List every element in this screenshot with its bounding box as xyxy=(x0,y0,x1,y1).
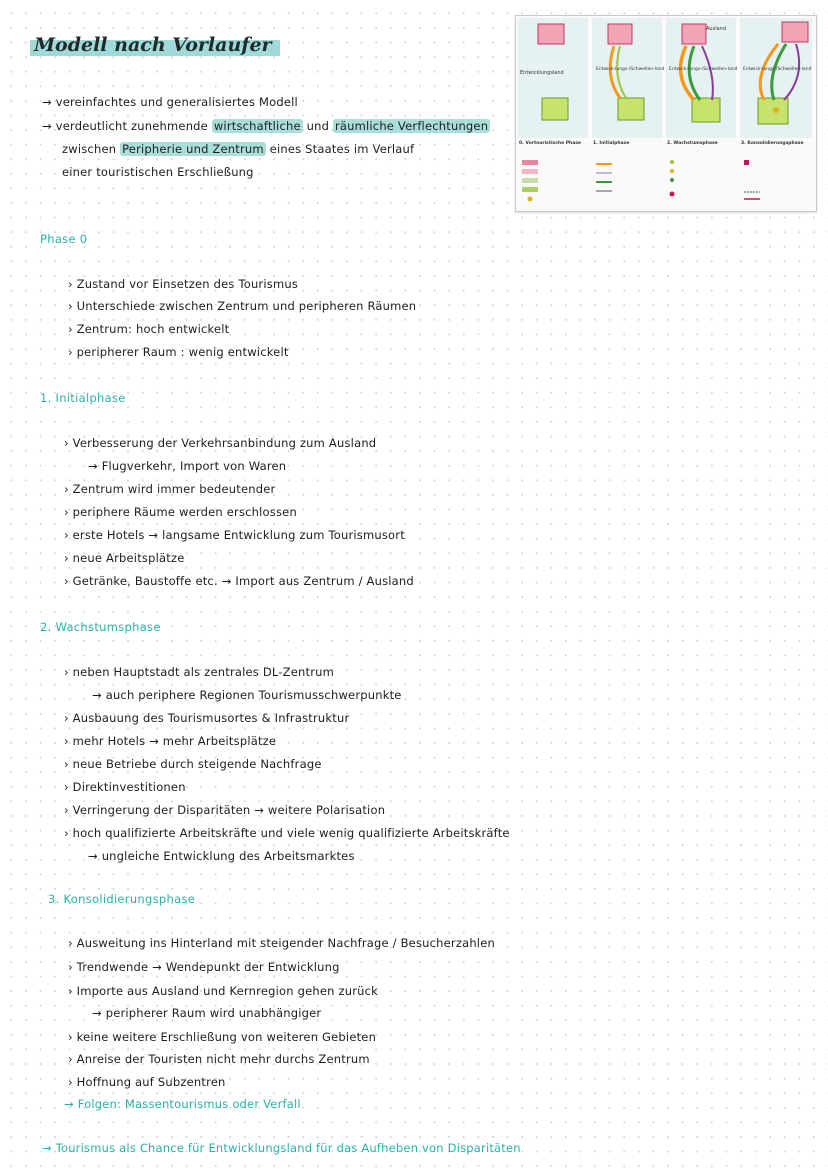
phase-title-1: 1. Initialphase xyxy=(593,141,630,146)
ausland-label: Ausland xyxy=(706,26,726,32)
list-item: › Unterschiede zwischen Zentrum und peripheren Räumen xyxy=(68,299,417,313)
center-box-2 xyxy=(682,24,706,44)
list-item: › Getränke, Baustoffe etc. → Import aus Zentrum / Ausland xyxy=(64,574,414,588)
legend-swatch xyxy=(522,178,538,183)
phase3-conclusion: → Folgen: Massentourismus oder Verfall xyxy=(64,1097,301,1111)
list-item: › peripherer Raum : wenig entwickelt xyxy=(68,345,289,359)
periphery-box-3 xyxy=(758,98,788,124)
list-item: › Anreise der Touristen nicht mehr durchs Zentrum xyxy=(68,1052,370,1066)
list-item: › Ausweitung ins Hinterland mit steigender Nachfrage / Besucherzahlen xyxy=(68,936,495,950)
intro-text: und xyxy=(302,119,333,133)
legend-dot xyxy=(670,160,674,164)
legend-swatch xyxy=(522,187,538,192)
panel-label-3: Entwick-lungs-/Schwellen-land xyxy=(743,67,812,72)
center-box-0 xyxy=(538,24,564,44)
list-item: → auch periphere Regionen Tourismusschwerpunkte xyxy=(92,688,402,702)
legend-dot xyxy=(670,192,675,197)
phase-title-0: 0. Vortouristische Phase xyxy=(519,141,581,146)
list-item: › Zentrum: hoch entwickelt xyxy=(68,322,230,336)
legend-dot xyxy=(744,160,749,165)
list-item: › neben Hauptstadt als zentrales DL-Zentrum xyxy=(64,665,335,679)
final-statement: → Tourismus als Chance für Entwicklungsland für das Aufheben von Disparitäten xyxy=(42,1141,521,1155)
list-item: › Verbesserung der Verkehrsanbindung zum Ausland xyxy=(64,436,377,450)
legend-swatch xyxy=(522,169,538,174)
list-item: › Trendwende → Wendepunkt der Entwicklung xyxy=(68,960,340,974)
periphery-box-0 xyxy=(542,98,568,120)
intro-line-3 xyxy=(62,142,414,156)
list-item: › hoch qualifizierte Arbeitskräfte und viele wenig qualifizierte Arbeitskräfte xyxy=(64,826,510,840)
legend-dot xyxy=(670,169,674,173)
list-item: › Zustand vor Einsetzen des Tourismus xyxy=(68,277,299,291)
list-item: › mehr Hotels → mehr Arbeitsplätze xyxy=(64,734,277,748)
page-title: Modell nach Vorlaufer xyxy=(30,32,280,58)
list-item: › periphere Räume werden erschlossen xyxy=(64,505,297,519)
phase2-heading: 2. Wachstumsphase xyxy=(40,620,161,634)
legend-swatch xyxy=(522,160,538,165)
highlight-peripherie: Peripherie und Zentrum xyxy=(122,142,264,156)
list-item: › Ausbauung des Tourismusortes & Infrastruktur xyxy=(64,711,350,725)
list-item: › Zentrum wird immer bedeutender xyxy=(64,482,276,496)
list-item: › erste Hotels → langsame Entwicklung zum Tourismusort xyxy=(64,528,405,542)
intro-text: zwischen xyxy=(62,142,121,156)
legend-swatch xyxy=(528,197,533,202)
phase0-heading: Phase 0 xyxy=(40,232,88,246)
intro-line-1: → vereinfachtes und generalisiertes Modell xyxy=(42,95,298,109)
subcenter-dot xyxy=(773,107,779,113)
highlight-wirtschaftlich: wirtschaftliche xyxy=(213,119,301,133)
list-item: › Verringerung der Disparitäten → weitere Polarisation xyxy=(64,803,386,817)
list-item: → Flugverkehr, Import von Waren xyxy=(88,459,287,473)
list-item: → ungleiche Entwicklung des Arbeitsmarktes xyxy=(88,849,355,863)
panel-label-1: Entwick-lungs-/Schwellen-land xyxy=(596,67,665,72)
phase3-heading: 3. Konsolidierungsphase xyxy=(48,892,196,906)
list-item: → peripherer Raum wird unabhängiger xyxy=(92,1006,322,1020)
center-box-1 xyxy=(608,24,632,44)
intro-line-4: einer touristischen Erschließung xyxy=(62,165,254,179)
highlight-raeumlich: räumliche Verflechtungen xyxy=(334,119,489,133)
intro-line-2 xyxy=(42,119,490,133)
list-item: › Hoffnung auf Subzentren xyxy=(68,1075,226,1089)
list-item: › keine weitere Erschließung von weiteren Gebieten xyxy=(68,1030,377,1044)
panel-label-2: Entwick-lungs-/Schwellen-land xyxy=(669,67,738,72)
intro-text: → verdeutlicht zunehmende xyxy=(42,119,212,133)
periphery-box-1 xyxy=(618,98,644,120)
phase-title-2: 2. Wachstumsphase xyxy=(667,141,718,146)
panel-label-0: Entwicklungsland xyxy=(520,70,564,76)
intro-text: eines Staates im Verlauf xyxy=(265,142,415,156)
model-figure xyxy=(515,15,817,212)
phase-title-3: 3. Konsolidierungsphase xyxy=(741,141,804,146)
model-diagram xyxy=(516,16,816,211)
list-item: › Direktinvestitionen xyxy=(64,780,186,794)
list-item: › Importe aus Ausland und Kernregion gehen zurück xyxy=(68,984,378,998)
periphery-box-2 xyxy=(692,98,720,122)
legend-dot xyxy=(670,178,674,182)
list-item: › neue Arbeitsplätze xyxy=(64,551,185,565)
list-item: › neue Betriebe durch steigende Nachfrage xyxy=(64,757,322,771)
phase1-heading: 1. Initialphase xyxy=(40,391,126,405)
center-box-3 xyxy=(782,22,808,42)
